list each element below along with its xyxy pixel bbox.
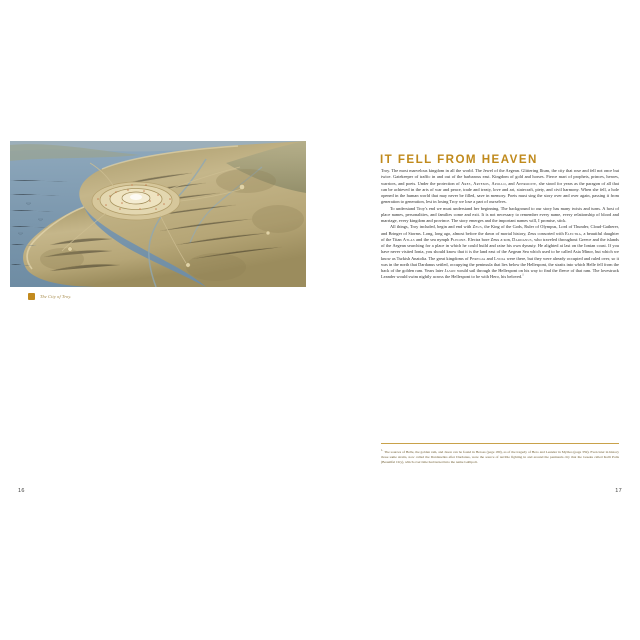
footnote	[381, 448, 619, 465]
footnote-divider	[381, 443, 619, 444]
right-page	[320, 0, 640, 640]
footnote-text: The sources of Helle, the golden ram, and Jason can be found in Heroes (page 180), as of the tragedy of Hero and Leander in Mythos (page 359). Even later in history those same straits, now called the Dardanelles after Dardanus, were the source of terrible fighting in and around the peninsula city that the Greeks called Kalli Polis (Beautiful City), which over time had turned into the name Gallipoli.	[381, 450, 620, 464]
page-title: IT FELL FROM HEAVEN	[380, 152, 538, 166]
footnote-number: 1.	[381, 448, 384, 452]
page-number-right: 17	[615, 488, 622, 494]
illustration-caption	[28, 291, 268, 301]
paragraph-3: All things, Troy included, begin and end with Zeus, the King of the Gods, Ruler of Olympus, Lord of Thunder, Cloud-Gatherer, and Bringer of Storms. Long, long ago, almost before the dawn of mortal history, Zeus consorted with Electra, a beautiful daughter of the Titan Atlas and the sea nymph Pleione. Electra bore Zeus a son, Dardanus, who traveled throughout Greece and the islands of the Aegean searching for a place in which he could build and raise his own dynasty. He alighted at last on the Ionian coast. If you have never visited Ionia, you should know that it is the land east of the Aegean Sea which used to be called Asia Minor, but which we know as Turkish Anatolia. The great kingdoms of Phrygia and Lydia were there, but they were already occupied and ruled over, so it was in the north that Dardanus settled, occupying the peninsula that lies below the Hellespont, the straits into which Helle fell from the back of the golden ram. Years later Jason would sail through the Hellespont on his way to find the fleece of that ram. The lovestruck Leander would swim nightly across the Hellespont to be with Hero, his beloved.$^1$	[381, 224, 619, 280]
troy-illustration-svg	[10, 141, 306, 287]
aerial-view-of-troy-illustration	[10, 141, 306, 287]
caption-text: The City of Troy.	[40, 293, 72, 299]
paragraph-2: To understand Troy's end we must understand her beginning. The background to our story has many twists and turns. A host of place names, personalities, and families come and exit. It is not necessary to remember every name, every relationship of blood and marriage, every kingdom and province. The story emerges and the important names will, I promise, stick.	[381, 205, 619, 223]
paragraph-1: Troy. The most marvelous kingdom in all the world. The Jewel of the Aegean. Glittering Ilium, the city that rose and fell not once but twice. Gatekeeper of traffic in and out of the barbarous east. Kingdom of gold and horses. Fierce mart of prophets, princes, heroes, warriors, and poets. Under the protection of Ares, Artemis, Apollo, and Aphrodite, she stood for years as the paragon of all that can be achieved in the arts of war and peace, trade and treaty, love and art, statecraft, piety, and civil harmony. When she fell, a hole opened in the human world that may never be filled, save in memory. Poets must sing the story over and over again, passing it from generation to generation, lest in losing Troy we lose a part of ourselves.	[381, 168, 619, 205]
caption-marker-icon	[28, 293, 35, 300]
body-text-column	[381, 168, 619, 281]
page-number-left: 16	[18, 488, 25, 494]
